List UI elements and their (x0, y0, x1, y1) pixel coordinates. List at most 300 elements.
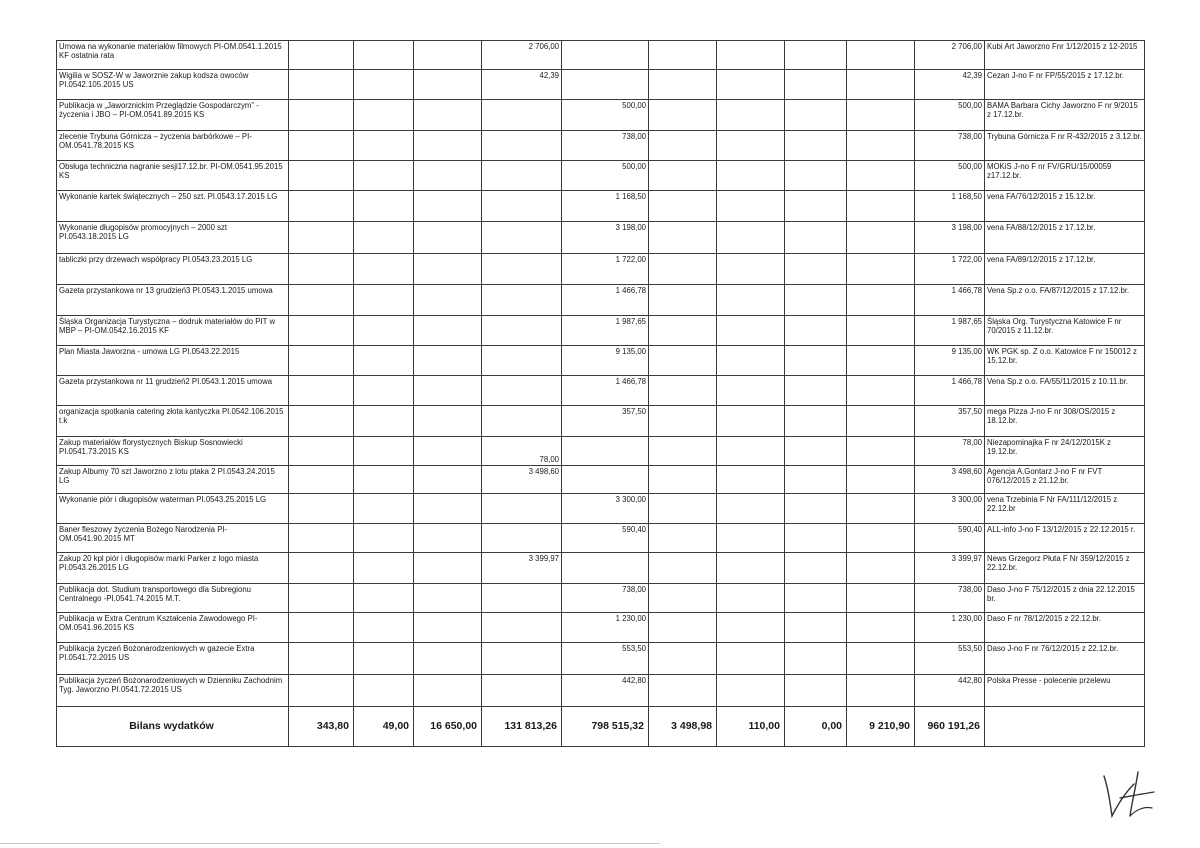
row-total: 9 135,00 (915, 346, 985, 376)
summary-value: 131 813,26 (482, 707, 562, 747)
row-empty-cell (785, 41, 847, 70)
row-empty-cell (847, 346, 915, 376)
row-amount-col5: 3 498,60 (482, 466, 562, 494)
row-amount-col5 (482, 613, 562, 643)
row-description: Wigilia w SOSZ-W w Jaworznie zakup kodsza owoców PI.0542.105.2015 US (57, 70, 289, 100)
row-empty-cell (847, 494, 915, 524)
row-total: 738,00 (915, 131, 985, 161)
row-empty-cell (414, 437, 482, 466)
row-invoice-note: vena FA/88/12/2015 z 17.12.br. (985, 222, 1145, 254)
row-invoice-note: vena FA/76/12/2015 z 15.12.br. (985, 191, 1145, 222)
row-empty-cell (847, 524, 915, 553)
row-total: 1 466,78 (915, 376, 985, 406)
row-amount-col6 (562, 466, 649, 494)
row-empty-cell (354, 524, 414, 553)
row-empty-cell (649, 376, 717, 406)
summary-value: 110,00 (717, 707, 785, 747)
row-amount-col6 (562, 70, 649, 100)
row-empty-cell (289, 41, 354, 70)
row-empty-cell (847, 437, 915, 466)
row-empty-cell (847, 376, 915, 406)
row-invoice-note: News Grzegorz Płuta F Nr 359/12/2015 z 22.12.br. (985, 553, 1145, 584)
row-empty-cell (847, 191, 915, 222)
table-row (57, 131, 1145, 161)
summary-value: 3 498,98 (649, 707, 717, 747)
row-invoice-note: Kubi Art Jaworzno Fnr 1/12/2015 z 12-2015 (985, 41, 1145, 70)
row-amount-col5 (482, 675, 562, 707)
row-empty-cell (847, 553, 915, 584)
row-empty-cell (785, 316, 847, 346)
row-description: Publikacja życzeń Bożonarodzeniowych w gazecie Extra PI.0541.72.2015 US (57, 643, 289, 675)
row-empty-cell (785, 191, 847, 222)
row-description: Publikacja życzeń Bożonarodzeniowych w Dzienniku Zachodnim Tyg. Jaworzno PI.0541.72.2015 US (57, 675, 289, 707)
row-empty-cell (847, 161, 915, 191)
row-amount-col6 (562, 553, 649, 584)
row-total: 3 399,97 (915, 553, 985, 584)
row-empty-cell (289, 316, 354, 346)
table-row (57, 41, 1145, 70)
row-empty-cell (649, 613, 717, 643)
row-empty-cell (289, 494, 354, 524)
row-empty-cell (847, 675, 915, 707)
signature-mark (1098, 770, 1158, 820)
table-row (57, 466, 1145, 494)
table-row (57, 437, 1145, 466)
row-empty-cell (414, 191, 482, 222)
row-amount-col6: 9 135,00 (562, 346, 649, 376)
row-empty-cell (847, 254, 915, 285)
row-empty-cell (847, 70, 915, 100)
row-empty-cell (289, 524, 354, 553)
row-description: Gazeta przystankowa nr 13 grudzień3 PI.0543.1.2015 umowa (57, 285, 289, 316)
row-amount-col6: 500,00 (562, 161, 649, 191)
row-empty-cell (289, 437, 354, 466)
row-description: Zakup 20 kpl piór i długopisów marki Parker z logo miasta PI.0543.26.2015 LG (57, 553, 289, 584)
row-empty-cell (785, 161, 847, 191)
row-description: Plan Miasta Jaworzna - umowa LG PI.0543.22.2015 (57, 346, 289, 376)
summary-value: 16 650,00 (414, 707, 482, 747)
row-empty-cell (717, 191, 785, 222)
row-empty-cell (289, 70, 354, 100)
row-invoice-note: Daso J-no F nr 76/12/2015 z 22.12.br. (985, 643, 1145, 675)
row-empty-cell (847, 643, 915, 675)
row-invoice-note: vena Trzebinia F Nr FA/111/12/2015 z 22.12.br (985, 494, 1145, 524)
table-row (57, 254, 1145, 285)
row-total: 3 300,00 (915, 494, 985, 524)
row-empty-cell (717, 161, 785, 191)
row-empty-cell (649, 191, 717, 222)
row-empty-cell (717, 494, 785, 524)
row-description: Umowa na wykonanie materiałów filmowych PI-OM.0541.1.2015 KF ostatnia rata (57, 41, 289, 70)
summary-value: 960 191,26 (915, 707, 985, 747)
row-empty-cell (414, 161, 482, 191)
row-empty-cell (649, 70, 717, 100)
row-empty-cell (717, 70, 785, 100)
row-amount-col6 (562, 41, 649, 70)
row-empty-cell (354, 161, 414, 191)
row-total: 1 466,78 (915, 285, 985, 316)
row-empty-cell (289, 285, 354, 316)
table-row (57, 222, 1145, 254)
row-empty-cell (649, 675, 717, 707)
row-empty-cell (414, 406, 482, 437)
summary-label: Bilans wydatków (57, 707, 289, 747)
table-row (57, 100, 1145, 131)
row-invoice-note: Vena Sp.z o.o. FA/55/11/2015 z 10.11.br. (985, 376, 1145, 406)
row-empty-cell (354, 100, 414, 131)
row-empty-cell (717, 584, 785, 613)
row-empty-cell (354, 191, 414, 222)
row-invoice-note: vena FA/89/12/2015 z 17.12.br. (985, 254, 1145, 285)
row-amount-col6: 553,50 (562, 643, 649, 675)
row-empty-cell (785, 466, 847, 494)
row-empty-cell (649, 316, 717, 346)
row-empty-cell (354, 131, 414, 161)
row-invoice-note: Niezapominajka F nr 24/12/2015K z 19.12.br. (985, 437, 1145, 466)
row-empty-cell (289, 675, 354, 707)
row-empty-cell (717, 643, 785, 675)
row-amount-col6: 1 722,00 (562, 254, 649, 285)
row-empty-cell (649, 494, 717, 524)
row-empty-cell (414, 346, 482, 376)
row-description: Wykonanie długopisów promocyjnych – 2000 szt PI.0543.18.2015 LG (57, 222, 289, 254)
row-empty-cell (717, 524, 785, 553)
row-empty-cell (847, 613, 915, 643)
row-empty-cell (649, 131, 717, 161)
row-amount-col5 (482, 131, 562, 161)
row-empty-cell (717, 100, 785, 131)
row-empty-cell (289, 613, 354, 643)
row-empty-cell (785, 437, 847, 466)
row-empty-cell (354, 285, 414, 316)
row-total: 1 230,00 (915, 613, 985, 643)
row-amount-col5 (482, 191, 562, 222)
row-empty-cell (354, 675, 414, 707)
row-total: 3 498,60 (915, 466, 985, 494)
row-amount-col5 (482, 346, 562, 376)
row-total: 442,80 (915, 675, 985, 707)
row-empty-cell (785, 494, 847, 524)
row-empty-cell (717, 222, 785, 254)
row-description: Publikacja w „Jaworznickim Przeglądzie Gospodarczym” - życzenia i JBO – PI-OM.0541.89.2015 KS (57, 100, 289, 131)
row-invoice-note: BAMA Barbara Cichy Jaworzno F nr 9/2015 z 17.12.br. (985, 100, 1145, 131)
row-empty-cell (414, 553, 482, 584)
row-description: tabliczki przy drzewach współpracy PI.0543.23.2015 LG (57, 254, 289, 285)
row-empty-cell (289, 254, 354, 285)
row-amount-col6: 1 230,00 (562, 613, 649, 643)
table-row (57, 70, 1145, 100)
row-empty-cell (785, 100, 847, 131)
row-empty-cell (354, 346, 414, 376)
row-empty-cell (649, 584, 717, 613)
row-empty-cell (289, 406, 354, 437)
row-empty-cell (785, 406, 847, 437)
row-empty-cell (847, 131, 915, 161)
row-description: Obsługa techniczna nagranie sesji17.12.br. PI-OM.0541.95.2015 KS (57, 161, 289, 191)
row-empty-cell (717, 41, 785, 70)
table-row (57, 553, 1145, 584)
summary-value: 343,80 (289, 707, 354, 747)
row-empty-cell (289, 131, 354, 161)
row-empty-cell (847, 100, 915, 131)
row-amount-col5 (482, 161, 562, 191)
row-amount-col6 (562, 437, 649, 466)
row-empty-cell (289, 584, 354, 613)
row-empty-cell (289, 643, 354, 675)
row-empty-cell (649, 41, 717, 70)
row-empty-cell (289, 222, 354, 254)
row-invoice-note: Cezan J-no F nr FP/55/2015 z 17.12.br. (985, 70, 1145, 100)
row-total: 78,00 (915, 437, 985, 466)
row-empty-cell (354, 643, 414, 675)
row-empty-cell (847, 584, 915, 613)
row-empty-cell (354, 316, 414, 346)
row-empty-cell (649, 406, 717, 437)
row-amount-col6: 3 300,00 (562, 494, 649, 524)
row-amount-col6: 1 987,65 (562, 316, 649, 346)
row-empty-cell (354, 466, 414, 494)
row-amount-col5 (482, 406, 562, 437)
row-amount-col5 (482, 222, 562, 254)
row-amount-col5 (482, 285, 562, 316)
row-empty-cell (414, 41, 482, 70)
row-empty-cell (717, 316, 785, 346)
row-description: Gazeta przystankowa nr 11 grudzień2 PI.0543.1.2015 umowa (57, 376, 289, 406)
table-row (57, 376, 1145, 406)
row-empty-cell (649, 553, 717, 584)
row-amount-col5: 2 706,00 (482, 41, 562, 70)
row-total: 1 168,50 (915, 191, 985, 222)
row-empty-cell (354, 222, 414, 254)
row-total: 500,00 (915, 161, 985, 191)
row-amount-col6: 738,00 (562, 584, 649, 613)
row-invoice-note: Daso J-no F 75/12/2015 z dnia 22.12.2015 br. (985, 584, 1145, 613)
row-empty-cell (717, 346, 785, 376)
row-empty-cell (354, 41, 414, 70)
row-empty-cell (649, 643, 717, 675)
row-total: 553,50 (915, 643, 985, 675)
row-empty-cell (354, 254, 414, 285)
row-empty-cell (414, 131, 482, 161)
row-empty-cell (289, 466, 354, 494)
row-amount-col5 (482, 524, 562, 553)
row-amount-col6: 738,00 (562, 131, 649, 161)
row-empty-cell (785, 222, 847, 254)
row-empty-cell (717, 406, 785, 437)
row-empty-cell (289, 191, 354, 222)
row-description: Zakup materiałów florystycznych Biskup Sosnowiecki PI.0541.73.2015 KS (57, 437, 289, 466)
summary-value: 49,00 (354, 707, 414, 747)
row-empty-cell (847, 466, 915, 494)
row-total: 590,40 (915, 524, 985, 553)
row-empty-cell (414, 466, 482, 494)
row-description: Wykonanie kartek świątecznych – 250 szt. PI.0543.17.2015 LG (57, 191, 289, 222)
table-row (57, 584, 1145, 613)
row-empty-cell (354, 553, 414, 584)
row-amount-col6: 590,40 (562, 524, 649, 553)
row-total: 42,39 (915, 70, 985, 100)
row-empty-cell (649, 100, 717, 131)
row-invoice-note: ALL-info J-no F 13/12/2015 z 22.12.2015 r. (985, 524, 1145, 553)
row-empty-cell (354, 70, 414, 100)
row-empty-cell (354, 437, 414, 466)
row-empty-cell (414, 376, 482, 406)
row-amount-col5 (482, 254, 562, 285)
row-description: Publikacja dot. Studium transportowego dla Subregionu Centralnego -PI.0541.74.2015 M.T. (57, 584, 289, 613)
row-empty-cell (785, 524, 847, 553)
row-invoice-note: MOKiS J-no F nr FV/GRU/15/00059 z17.12.br. (985, 161, 1145, 191)
row-amount-col5 (482, 376, 562, 406)
row-amount-col5: 78,00 (482, 437, 562, 466)
row-total: 357,50 (915, 406, 985, 437)
row-empty-cell (785, 346, 847, 376)
row-empty-cell (649, 524, 717, 553)
row-total: 2 706,00 (915, 41, 985, 70)
row-empty-cell (717, 675, 785, 707)
row-amount-col5: 3 399,97 (482, 553, 562, 584)
row-amount-col6: 3 198,00 (562, 222, 649, 254)
row-empty-cell (414, 524, 482, 553)
row-empty-cell (717, 437, 785, 466)
row-empty-cell (785, 254, 847, 285)
table-body (57, 41, 1145, 707)
table-row (57, 285, 1145, 316)
row-empty-cell (289, 161, 354, 191)
row-empty-cell (289, 100, 354, 131)
row-description: zlecenie Trybuna Górnicza – życzenia barbórkowe – PI-OM.0541.78.2015 KS (57, 131, 289, 161)
row-empty-cell (354, 376, 414, 406)
table-row (57, 316, 1145, 346)
row-empty-cell (717, 254, 785, 285)
row-empty-cell (414, 494, 482, 524)
table-row (57, 346, 1145, 376)
row-amount-col6: 357,50 (562, 406, 649, 437)
row-amount-col6: 1 466,78 (562, 376, 649, 406)
row-empty-cell (785, 584, 847, 613)
summary-value: 9 210,90 (847, 707, 915, 747)
row-empty-cell (414, 222, 482, 254)
table-row (57, 191, 1145, 222)
row-total: 1 987,65 (915, 316, 985, 346)
row-amount-col5: 42,39 (482, 70, 562, 100)
row-empty-cell (785, 553, 847, 584)
table-row (57, 643, 1145, 675)
table-row (57, 675, 1145, 707)
row-invoice-note: Śląska Org. Turystyczna Katowice F nr 70/2015 z 11.12.br. (985, 316, 1145, 346)
row-empty-cell (717, 553, 785, 584)
row-empty-cell (717, 285, 785, 316)
row-total: 1 722,00 (915, 254, 985, 285)
row-empty-cell (354, 584, 414, 613)
row-empty-cell (289, 376, 354, 406)
row-amount-col5 (482, 643, 562, 675)
row-empty-cell (414, 316, 482, 346)
row-amount-col6: 1 168,50 (562, 191, 649, 222)
row-empty-cell (414, 584, 482, 613)
row-empty-cell (717, 613, 785, 643)
row-empty-cell (717, 131, 785, 161)
row-empty-cell (785, 613, 847, 643)
row-description: Zakup Albumy 70 szt Jaworzno z lotu ptaka 2 PI.0543.24.2015 LG (57, 466, 289, 494)
row-description: Publikacja w Extra Centrum Kształcenia Zawodowego PI-OM.0541.96.2015 KS (57, 613, 289, 643)
row-empty-cell (717, 376, 785, 406)
row-empty-cell (785, 285, 847, 316)
row-amount-col5 (482, 584, 562, 613)
row-amount-col5 (482, 316, 562, 346)
row-empty-cell (414, 70, 482, 100)
summary-row (57, 707, 1145, 747)
row-empty-cell (847, 41, 915, 70)
table-row (57, 406, 1145, 437)
summary-empty-cell (985, 707, 1145, 747)
row-invoice-note: Daso F nr 78/12/2015 z 22.12.br. (985, 613, 1145, 643)
row-empty-cell (354, 406, 414, 437)
row-empty-cell (649, 254, 717, 285)
row-empty-cell (414, 613, 482, 643)
row-empty-cell (414, 643, 482, 675)
row-empty-cell (847, 285, 915, 316)
row-empty-cell (649, 346, 717, 376)
row-empty-cell (785, 643, 847, 675)
row-empty-cell (649, 222, 717, 254)
row-amount-col6: 442,80 (562, 675, 649, 707)
row-description: Baner fleszowy życzenia Bożego Narodzenia PI-OM.0541.90.2015 MT (57, 524, 289, 553)
expense-table (56, 40, 1145, 747)
row-empty-cell (289, 553, 354, 584)
summary-value: 798 515,32 (562, 707, 649, 747)
row-amount-col5 (482, 494, 562, 524)
row-total: 3 198,00 (915, 222, 985, 254)
row-empty-cell (785, 70, 847, 100)
row-invoice-note: mega Pizza J-no F nr 308/OS/2015 z 18.12.br. (985, 406, 1145, 437)
table-row (57, 494, 1145, 524)
row-invoice-note: Vena Sp.z o.o. FA/87/12/2015 z 17.12.br. (985, 285, 1145, 316)
row-empty-cell (847, 316, 915, 346)
row-empty-cell (649, 285, 717, 316)
row-empty-cell (847, 406, 915, 437)
row-empty-cell (717, 466, 785, 494)
row-invoice-note: Agencja A.Gontarz J-no F nr FVT 076/12/2015 z 21.12.br. (985, 466, 1145, 494)
row-empty-cell (414, 285, 482, 316)
table-row (57, 613, 1145, 643)
row-empty-cell (414, 100, 482, 131)
row-empty-cell (649, 466, 717, 494)
row-invoice-note: WK PGK sp. Z o.o. Katowice F nr 150012 z 15.12.br. (985, 346, 1145, 376)
row-total: 500,00 (915, 100, 985, 131)
row-empty-cell (785, 675, 847, 707)
row-empty-cell (289, 346, 354, 376)
row-empty-cell (785, 131, 847, 161)
row-amount-col6: 500,00 (562, 100, 649, 131)
row-invoice-note: Polska Presse - polecenie przelewu (985, 675, 1145, 707)
summary-value: 0,00 (785, 707, 847, 747)
row-empty-cell (354, 494, 414, 524)
row-description: Śląska Organizacja Turystyczna – dodruk materiałów do PIT w MBP – PI-OM.0542.16.2015 KF (57, 316, 289, 346)
row-empty-cell (649, 437, 717, 466)
row-amount-col5 (482, 100, 562, 131)
row-description: organizacja spotkania catering złota kantyczka PI.0542.106.2015 t.k (57, 406, 289, 437)
row-total: 738,00 (915, 584, 985, 613)
row-empty-cell (649, 161, 717, 191)
table-row (57, 161, 1145, 191)
row-empty-cell (354, 613, 414, 643)
row-invoice-note: Trybuna Górnicza F nr R-432/2015 z 3.12.br. (985, 131, 1145, 161)
row-description: Wykonanie piór i długopisów waterman PI.0543.25.2015 LG (57, 494, 289, 524)
row-empty-cell (847, 222, 915, 254)
table-row (57, 524, 1145, 553)
scan-edge-line (0, 843, 660, 844)
row-empty-cell (785, 376, 847, 406)
